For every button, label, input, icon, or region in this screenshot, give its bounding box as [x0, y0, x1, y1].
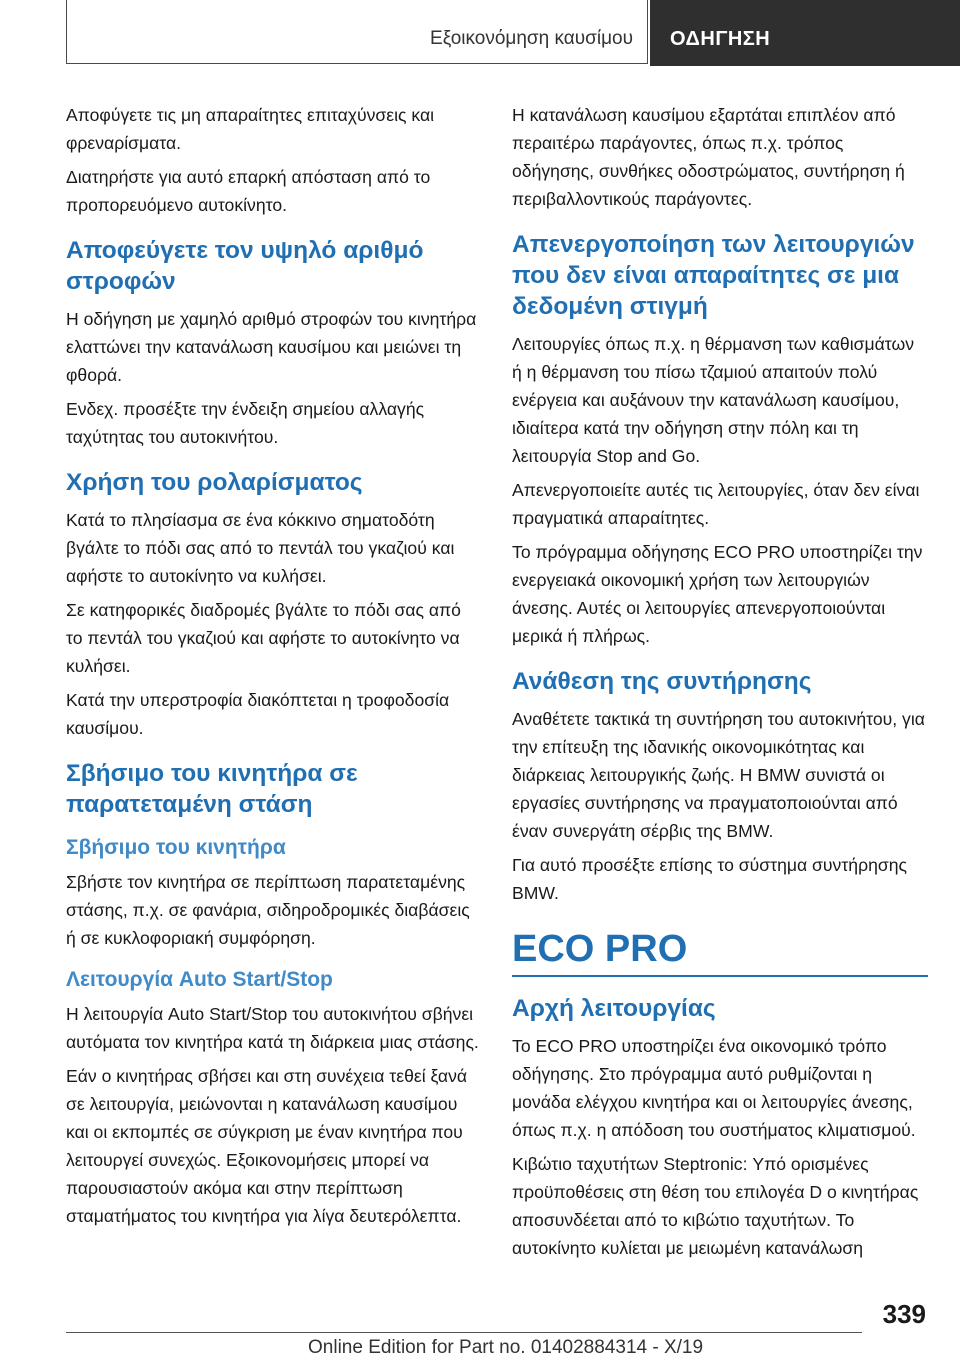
page-header — [66, 0, 960, 66]
body-paragraph: Εάν ο κινητήρας σβήσει και στη συνέχεια τεθεί ξανά σε λειτουργία, μειώνονται η κατανάλωση καυσίμου και οι εκπομπές σε σύγκριση με έναν κινητήρα που λειτουργεί συνεχώς. Εξοικονομήσεις μπορεί να παρουσιαστούν ακόμα και στην περίπτωση σταματήματος του κινητήρα για λίγα δευτερόλεπτα. — [66, 1066, 468, 1226]
body-paragraph: Αποφύγετε τις μη απαραίτητες επιταχύνσεις και φρεναρίσματα. — [66, 105, 435, 153]
chapter-tab — [650, 0, 960, 66]
body-paragraph: Ενδεχ. προσέξτε την ένδειξη σημείου αλλαγής ταχύτητας του αυτοκινήτου. — [66, 399, 425, 447]
body-paragraph: Λειτουργίες όπως π.χ. η θέρμανση των καθισμάτων ή η θέρμανση του πίσω τζαμιού απαιτούν πολύ ενέργεια και αυξάνουν την κατανάλωση καυσίμου, ιδιαίτερα κατά την οδήγηση στην πόλη και τη λειτουργία Stop and Go. — [512, 334, 915, 466]
section-heading: Αρχή λειτουργίας — [512, 995, 716, 1022]
body-paragraph: Αναθέτετε τακτικά τη συντήρηση του αυτοκινήτου, για την επίτευξη της ιδανικής οικονομικότητας και διάρκειας λειτουργικής ζωής. Η BMW συνιστά οι εργασίες συντήρησης να πραγματοποιούνται από έναν συνεργάτη σέρβις της BMW. — [512, 709, 925, 841]
body-paragraph: Η κατανάλωση καυσίμου εξαρτάται επιπλέον από περαιτέρω παράγοντες, όπως π.χ. τρόπος οδήγησης, συνθήκες οδοστρώματος, συντήρηση ή περιβαλλοντικούς παράγοντες. — [512, 105, 905, 209]
body-paragraph: Η οδήγηση με χαμηλό αριθμό στροφών του κινητήρα ελαττώνει την κατανάλωση καυσίμου και μειώνει τη φθορά. — [66, 309, 477, 385]
footer-edition: Online Edition for Part no. 01402884314 - X/19 — [308, 1337, 704, 1358]
chapter-title: ΟΔΗΓΗΣΗ — [670, 28, 771, 50]
body-paragraph: Κατά την υπερστροφία διακόπτεται η τροφοδοσία καυσίμου. — [66, 690, 450, 738]
body-paragraph: Η λειτουργία Auto Start/Stop του αυτοκινήτου σβήνει αυτόματα τον κινητήρα κατά τη διάρκεια μιας στάσης. — [66, 1004, 479, 1052]
section-heading: Αποφεύγετε τον υψηλό αριθμό στροφών — [66, 237, 424, 295]
footer-divider — [66, 1332, 862, 1333]
body-paragraph: Το πρόγραμμα οδήγησης ECO PRO υποστηρίζει την ενεργειακά οικονομική χρήση των λειτουργιών άνεσης. Αυτές οι λειτουργίες απενεργοποιούνται μερικά ή πλήρως. — [512, 542, 923, 646]
body-paragraph: Διατηρήστε για αυτό επαρκή απόσταση από το προπορευόμενο αυτοκίνητο. — [66, 167, 431, 215]
section-heading: Χρήση του ρολαρίσματος — [66, 469, 363, 496]
section-tab — [66, 0, 648, 64]
body-paragraph: Για αυτό προσέξτε επίσης το σύστημα συντήρησης BMW. — [512, 855, 907, 903]
section-title: Εξοικονόμηση καυσίμου — [430, 28, 633, 49]
page-number: 339 — [882, 1299, 926, 1329]
chapter-heading: ECO PRO — [512, 927, 928, 977]
body-paragraph: Κατά το πλησίασμα σε ένα κόκκινο σηματοδότη βγάλτε το πόδι σας από το πεντάλ του γκαζιού και αφήστε το αυτοκίνητο να κυλήσει. — [66, 510, 455, 586]
section-heading: Σβήσιμο του κινητήρα σε παρατεταμένη στάση — [66, 760, 358, 818]
section-heading: Απενεργοποίηση των λειτουργιών που δεν είναι απαραίτητες σε μια δεδομένη στιγμή — [512, 231, 915, 320]
section-heading: Ανάθεση της συντήρησης — [512, 668, 812, 695]
body-paragraph: Σε κατηφορικές διαδρομές βγάλτε το πόδι σας από το πεντάλ του γκαζιού και αφήστε το αυτοκίνητο να κυλήσει. — [66, 600, 461, 676]
subsection-heading: Λειτουργία Auto Start/Stop — [66, 968, 333, 991]
body-paragraph: Το ECO PRO υποστηρίζει ένα οικονομικό τρόπο οδήγησης. Στο πρόγραμμα αυτό ρυθμίζονται η μονάδα ελέγχου κινητήρα και οι λειτουργίες άνεσης, όπως π.χ. η απόδοση του συστήματος κλιματισμού. — [512, 1036, 916, 1140]
left-column — [66, 101, 482, 1236]
body-paragraph: Κιβώτιο ταχυτήτων Steptronic: Υπό ορισμένες προϋποθέσεις στη θέση του επιλογέα D ο κινητήρας αποσυνδέεται από το κιβώτιο ταχυτήτων. Το αυτοκίνητο κυλίεται με μειωμένη κατανάλωση — [512, 1154, 919, 1258]
right-column — [512, 101, 928, 1268]
subsection-heading: Σβήσιμο του κινητήρα — [66, 836, 286, 859]
body-paragraph: Απενεργοποιείτε αυτές τις λειτουργίες, όταν δεν είναι πραγματικά απαραίτητες. — [512, 480, 920, 528]
body-paragraph: Σβήστε τον κινητήρα σε περίπτωση παρατεταμένης στάσης, π.χ. σε φανάρια, σιδηροδρομικές διαβάσεις ή σε κυκλοφοριακή συμφόρηση. — [66, 872, 470, 948]
